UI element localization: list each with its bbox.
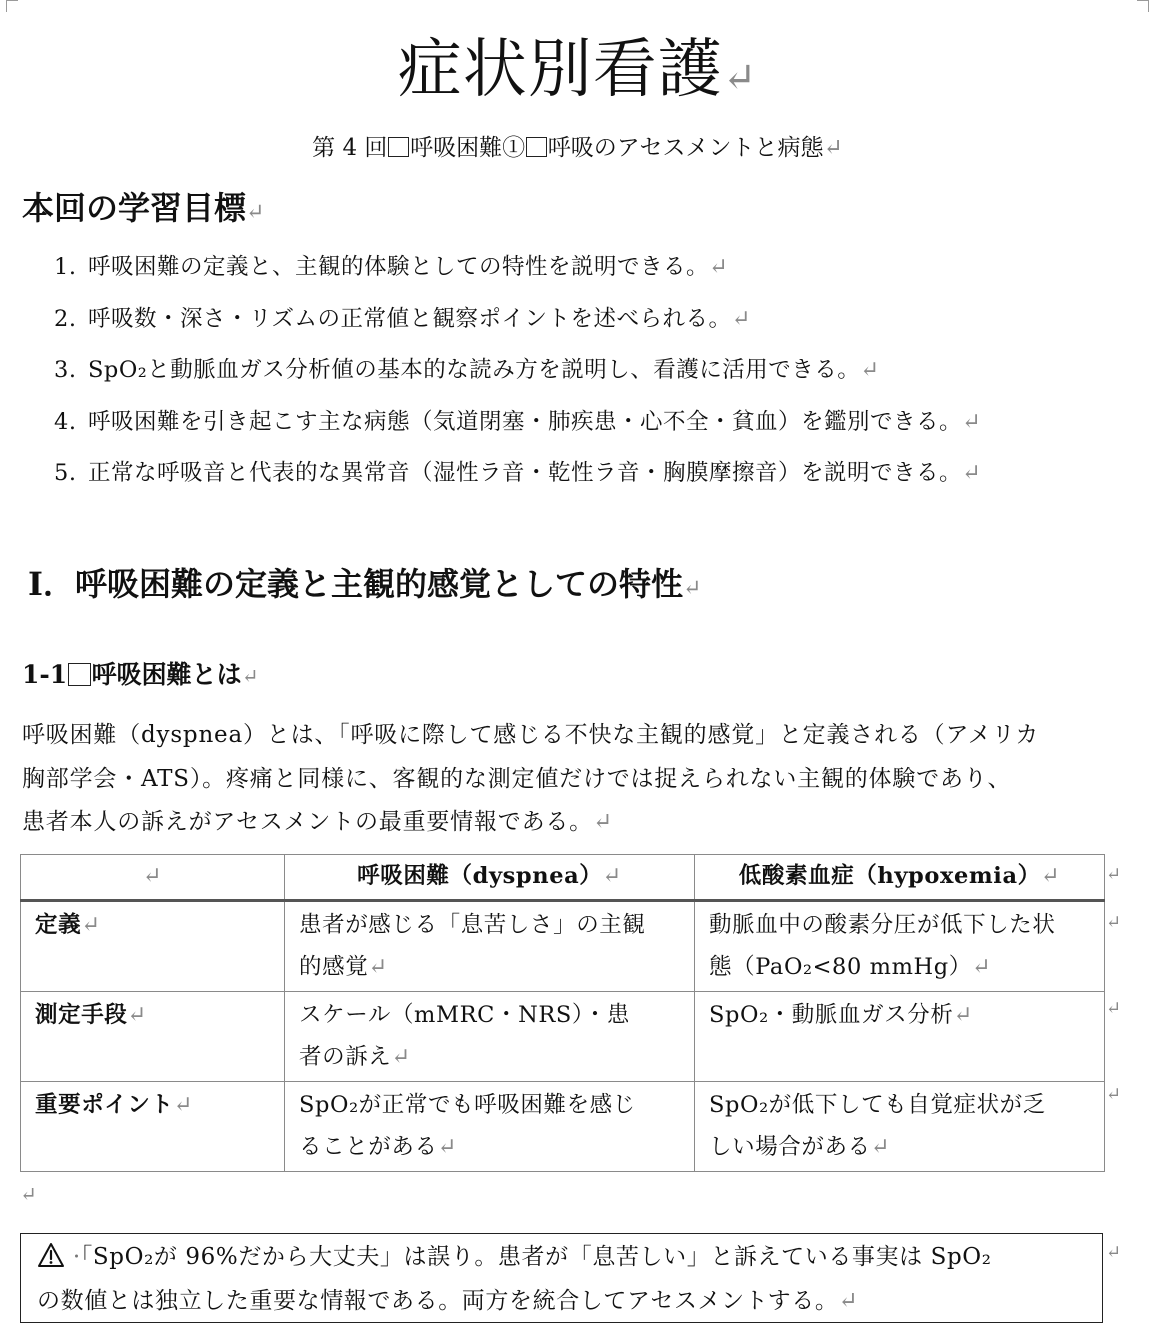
table-row [21, 1082, 1105, 1172]
cell-line-text: 的感覚 [299, 954, 369, 980]
row-label: 測定手段 [35, 1002, 128, 1028]
cell-line: スケール（mMRC・NRS）・患 [299, 1002, 630, 1028]
warning-line [37, 1279, 1088, 1323]
paragraph-mark: ↵ [870, 1134, 891, 1160]
paragraph-mark: ↵ [823, 135, 843, 161]
row-label: 定義 [35, 912, 82, 938]
subtitle-part1: 呼吸困難① [410, 135, 526, 161]
paragraph-mark: ↵ [173, 1092, 194, 1118]
paragraph-mark: ↵ [722, 55, 758, 101]
cell-line-text: ることがある [299, 1134, 438, 1160]
section1-heading[interactable] [28, 560, 701, 613]
table-header-cell[interactable] [695, 855, 1105, 901]
paragraph-line: 胸部学会・ATS）。疼痛と同様に、客観的な測定値だけでは捉えられない主観的体験であり、 [22, 765, 1012, 792]
paragraph-mark: ↵ [860, 357, 880, 383]
empty-paragraph[interactable]: ↵ [20, 1182, 37, 1206]
table-cell[interactable] [695, 901, 1105, 992]
document-title[interactable] [0, 30, 1155, 118]
table-row [21, 992, 1105, 1082]
cell-line-text: 態（PaO₂<80 mmHg） [709, 954, 972, 980]
paragraph-mark: ↵ [682, 576, 702, 601]
row-label-cell[interactable] [21, 992, 285, 1082]
paragraph-mark: ↵ [962, 460, 982, 486]
paragraph-line [22, 801, 1147, 845]
table-header-cell[interactable] [285, 855, 695, 901]
table-cell[interactable] [695, 1082, 1105, 1172]
subtitle-part2: 呼吸のアセスメントと病態 [547, 135, 824, 161]
paragraph-line-text: 患者本人の訴えがアセスメントの最重要情報である。 [22, 809, 593, 835]
paragraph-mark: ↵ [437, 1134, 458, 1160]
row-end-mark: ↵ [1106, 912, 1122, 933]
paragraph-mark: ↵ [971, 954, 992, 980]
cell-line: SpO₂が正常でも呼吸困難を感じ [299, 1092, 636, 1118]
table-cell[interactable] [695, 992, 1105, 1082]
space-box [68, 663, 91, 686]
section1-heading-text: Ⅰ．呼吸困難の定義と主観的感覚としての特性 [28, 565, 683, 603]
row-label: 重要ポイント [35, 1092, 174, 1118]
cell-line [299, 946, 680, 988]
definition-paragraph[interactable] [22, 714, 1147, 845]
paragraph-mark: ↵ [1040, 863, 1061, 889]
paragraph-mark: ↵ [838, 1288, 859, 1314]
paragraph-mark: ↵ [731, 305, 751, 332]
warning-line: ·「SpO₂が 96%だから大丈夫」は誤り。患者が「息苦しい」と訴えている事実は SpO₂ [37, 1235, 1088, 1279]
header-text: 低酸素血症（hypoxemia） [738, 863, 1041, 889]
table-cell[interactable] [285, 901, 695, 992]
paragraph-mark: ↵ [368, 954, 388, 980]
cell-line [709, 994, 1090, 1036]
subsection-text: 呼吸困難とは [91, 660, 242, 689]
paragraph-line: 呼吸困難（dyspnea）とは、「呼吸に際して感じる不快な主観的感覚」と定義される（アメリカ [22, 722, 1040, 748]
paragraph-mark: ↵ [81, 912, 101, 938]
row-end-mark: ↵ [1106, 1084, 1122, 1105]
table-cell[interactable] [285, 1082, 695, 1172]
cell-line: SpO₂が低下しても自覚症状が乏 [709, 1092, 1046, 1118]
objective-number: 4. [54, 408, 77, 435]
warning-text: の数値とは独立した重要な情報である。両方を統合してアセスメントする。 [37, 1288, 839, 1314]
objectives-heading[interactable] [22, 186, 264, 235]
table-row [21, 901, 1105, 992]
row-label-cell[interactable] [21, 1082, 285, 1172]
objective-text: 呼吸困難を引き起こす主な病態（気道閉塞・肺疾患・心不全・貧血）を鑑別できる。 [88, 408, 963, 435]
subsection-number: 1-1 [22, 660, 68, 689]
objective-number: 5. [54, 460, 77, 486]
table-header-row [21, 855, 1105, 901]
cell-line-text: SpO₂・動脈血ガス分析 [709, 1002, 954, 1028]
corner-mark-right [1148, 0, 1149, 12]
paragraph-mark: ↵ [246, 200, 265, 225]
cell-line: 患者が感じる「息苦しさ」の主観 [299, 912, 646, 938]
cell-line-text: しい場合がある [709, 1134, 871, 1160]
objective-item[interactable] [54, 456, 981, 508]
paragraph-mark: ↵ [391, 1044, 411, 1070]
row-label-cell[interactable] [21, 901, 285, 992]
warning-triangle-icon [37, 1242, 65, 1268]
row-end-mark: ↵ [1106, 998, 1122, 1019]
objective-text: SpO₂と動脈血ガス分析値の基本的な読み方を説明し、看護に活用できる。 [88, 357, 861, 383]
table-cell[interactable] [285, 992, 695, 1082]
table-header-cell[interactable] [21, 855, 285, 901]
objective-item[interactable] [54, 302, 981, 354]
cell-line [299, 1126, 680, 1168]
space-box [526, 137, 547, 158]
warning-box[interactable] [20, 1233, 1103, 1323]
objectives-heading-text: 本回の学習目標 [22, 189, 247, 227]
objectives-list [54, 250, 981, 508]
paragraph-mark: ↵ [142, 863, 163, 889]
paragraph-mark: ↵ [602, 863, 622, 889]
header-text: 呼吸困難（dyspnea） [357, 863, 603, 889]
objective-text: 呼吸困難の定義と、主観的体験としての特性を説明できる。 [88, 254, 710, 280]
subtitle-prefix: 第 4 回 [312, 135, 388, 161]
objective-number: 3. [54, 357, 77, 383]
paragraph-mark: ↵ [953, 1002, 973, 1028]
cell-line: 動脈血中の酸素分圧が低下した状 [709, 912, 1056, 938]
paragraph-mark: ↵ [241, 664, 259, 688]
subsection-heading[interactable] [22, 656, 258, 695]
comparison-table [20, 854, 1105, 1172]
objective-item[interactable] [54, 405, 981, 457]
objective-text: 呼吸数・深さ・リズムの正常値と観察ポイントを述べられる。 [88, 305, 732, 332]
objective-item[interactable] [54, 353, 981, 405]
objective-number: 1. [54, 254, 77, 280]
cell-line-text: 者の訴え [299, 1044, 392, 1070]
objective-item[interactable] [54, 250, 981, 302]
space-box [388, 137, 409, 158]
paragraph-mark: ↵ [962, 408, 982, 435]
row-end-mark: ↵ [1106, 864, 1122, 885]
cell-line [299, 1036, 680, 1078]
objective-number: 2. [54, 305, 77, 332]
cell-line [709, 1126, 1090, 1168]
corner-mark-left [6, 0, 7, 12]
title-text: 症状別看護 [397, 33, 723, 107]
objective-text: 正常な呼吸音と代表的な異常音（湿性ラ音・乾性ラ音・胸膜摩擦音）を説明できる。 [88, 460, 963, 486]
corner-mark-right-h [1137, 0, 1149, 1]
paragraph-mark: ↵ [709, 254, 729, 280]
corner-mark-left-h [6, 0, 18, 1]
paragraph-mark: ↵ [592, 809, 614, 835]
document-subtitle[interactable] [0, 130, 1155, 166]
row-end-mark: ↵ [1106, 1242, 1122, 1263]
paragraph-mark: ↵ [127, 1002, 147, 1028]
warning-text: 「SpO₂が 96%だから大丈夫」は誤り。患者が「息苦しい」と訴えている事実は SpO₂ [80, 1244, 992, 1270]
cell-line [709, 946, 1090, 988]
